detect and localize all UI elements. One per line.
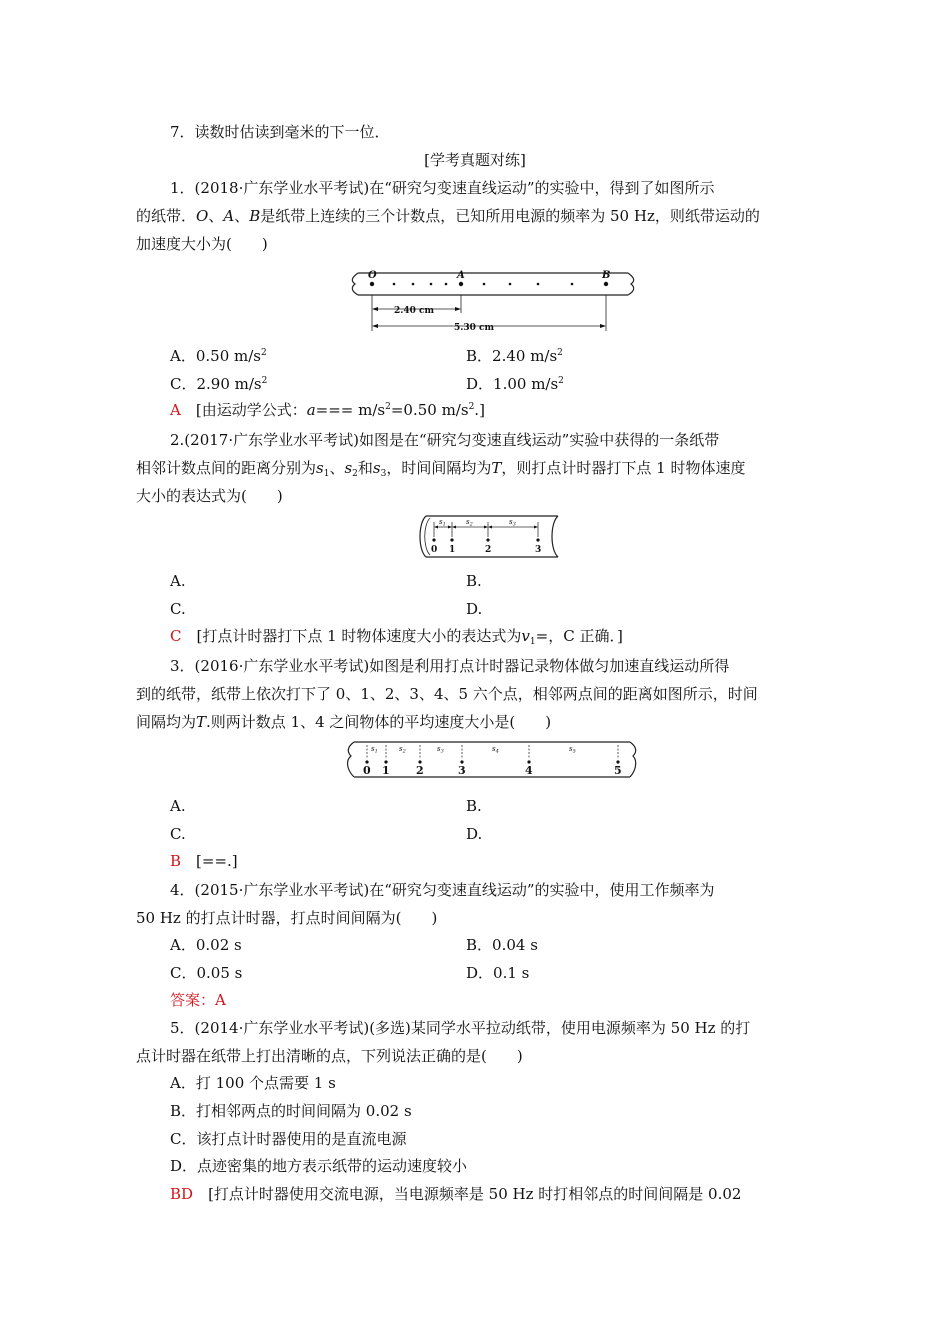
q5-answer-letter: BD xyxy=(170,1185,194,1203)
q2-option-d: D. xyxy=(466,600,483,618)
section-title: [学考真题对练] xyxy=(424,151,526,169)
q3-fig-point-3: 3 xyxy=(458,764,466,777)
q4-option-d: D．0.1 s xyxy=(466,964,530,982)
q3-option-a: A. xyxy=(170,797,186,815)
q3-option-d: D. xyxy=(466,825,483,843)
q3-line-3: 间隔均为T.则两计数点 1、4 之间物体的平均速度大小是( ) xyxy=(136,713,552,731)
q1-answer-letter: A xyxy=(170,401,181,419)
q3-line-2: 到的纸带，纸带上依次打下了 0、1、2、3、4、5 六个点，相邻两点间的距离如图所示，时间 xyxy=(136,685,758,703)
q3-fig-point-0: 0 xyxy=(363,764,371,777)
q2-fig-point-1: 1 xyxy=(449,545,456,555)
svg-text:s2: $s_2$ xyxy=(399,745,406,755)
svg-text:s2: $s_2$ xyxy=(466,518,473,528)
q1-option-c: C．2.90 $m/s^2$ xyxy=(170,375,268,393)
q2-line-1: 2.(2017·广东学业水平考试)如图是在“研究匀变速直线运动”实验中获得的一条纸带 xyxy=(170,431,720,449)
q4-option-c: C．0.05 s xyxy=(170,964,243,982)
q4-line-1: 4．(2015·广东学业水平考试)在“研究匀变速直线运动”的实验中，使用工作频率为 xyxy=(170,881,715,899)
q3-line-1: 3．(2016·广东学业水平考试)如图是利用打点计时器记录物体做匀加速直线运动所得 xyxy=(170,657,730,675)
q4-answer: 答案：A xyxy=(170,991,226,1009)
q1-fig-label-b: B xyxy=(602,270,611,281)
q3-fig-point-5: 5 xyxy=(614,764,622,777)
q4-line-2: 50 Hz 的打点计时器，打点时间间隔为( ) xyxy=(136,909,438,927)
q1-tape-figure xyxy=(346,265,636,335)
svg-text:s1: $s_1$ xyxy=(371,745,378,755)
q5-option-a: A．打 100 个点需要 1 s xyxy=(170,1074,336,1092)
svg-text:s3: $s_3$ xyxy=(509,518,516,528)
svg-text:s4: $s_4$ xyxy=(492,745,499,755)
q3-option-c: C. xyxy=(170,825,186,843)
q5-option-c: C．该打点计时器使用的是直流电源 xyxy=(170,1130,407,1148)
q2-option-a: A. xyxy=(170,572,186,590)
q3-tape-figure xyxy=(338,739,642,781)
q3-fig-point-4: 4 xyxy=(525,764,533,777)
q5-answer: BD [打点计时器使用交流电源，当电源频率是 50 Hz 时打相邻点的时间间隔是 0.02 xyxy=(170,1185,742,1203)
q2-line-2: 相邻计数点间的距离分别为$s_1$、$s_2$和$s_3$，时间间隔均为T，则打点计时器打下点 1 时物体速度 xyxy=(136,459,746,479)
q5-line-1: 5．(2014·广东学业水平考试)(多选)某同学水平拉动纸带，使用电源频率为 50 Hz 的打 xyxy=(170,1019,751,1037)
q3-fig-point-2: 2 xyxy=(416,764,424,777)
q1-answer: A [由运动学公式：$a=== m/s^2=0.50$ $m/s^2$.] xyxy=(170,401,485,419)
q1-option-d: D．1.00 $m/s^2$ xyxy=(466,375,564,393)
q3-fig-point-1: 1 xyxy=(382,764,390,777)
q1-fig-label-o: O xyxy=(368,270,377,281)
q2-answer-letter: C xyxy=(170,627,182,645)
q1-fig-dim-1: 2.40 cm xyxy=(394,306,435,316)
q5-option-b: B．打相邻两点的时间间隔为 0.02 s xyxy=(170,1102,412,1120)
rule-7: 7．读数时估读到毫米的下一位． xyxy=(170,123,390,141)
q1-line-3: 加速度大小为( ) xyxy=(136,235,268,253)
q3-option-b: B. xyxy=(466,797,482,815)
svg-text:s3: $s_3$ xyxy=(437,745,444,755)
q2-fig-point-0: 0 xyxy=(431,545,438,555)
q2-tape-figure xyxy=(412,513,564,561)
q3-answer: B [==.] xyxy=(170,852,238,870)
q1-fig-dim-2: 5.30 cm xyxy=(454,323,495,333)
q4-option-a: A．0.02 s xyxy=(170,936,242,954)
q1-option-b: B．2.40 $m/s^2$ xyxy=(466,347,563,365)
q2-line-3: 大小的表达式为( ) xyxy=(136,487,283,505)
q2-option-b: B. xyxy=(466,572,482,590)
q2-answer: C [打点计时器打下点 1 时物体速度大小的表达式为$v_1=$，C 正确．] xyxy=(170,627,623,647)
svg-text:s1: $s_1$ xyxy=(439,518,446,528)
q1-line-1: 1．(2018·广东学业水平考试)在“研究匀变速直线运动”的实验中，得到了如图所示 xyxy=(170,179,715,197)
q2-fig-point-2: 2 xyxy=(485,545,492,555)
q1-fig-label-a: A xyxy=(457,270,465,281)
q1-line-2: 的纸带．O、A、B是纸带上连续的三个计数点，已知所用电源的频率为 50 Hz，则纸带运动的 xyxy=(136,207,760,225)
q2-fig-point-3: 3 xyxy=(535,545,542,555)
svg-text:s5: $s_5$ xyxy=(569,745,576,755)
q5-line-2: 点计时器在纸带上打出清晰的点，下列说法正确的是( ) xyxy=(136,1047,523,1065)
q1-option-a: A．0.50 $m/s^2$ xyxy=(170,347,267,365)
q2-option-c: C. xyxy=(170,600,186,618)
q4-option-b: B．0.04 s xyxy=(466,936,538,954)
q3-answer-letter: B xyxy=(170,852,182,870)
q5-option-d: D．点迹密集的地方表示纸带的运动速度较小 xyxy=(170,1157,468,1175)
